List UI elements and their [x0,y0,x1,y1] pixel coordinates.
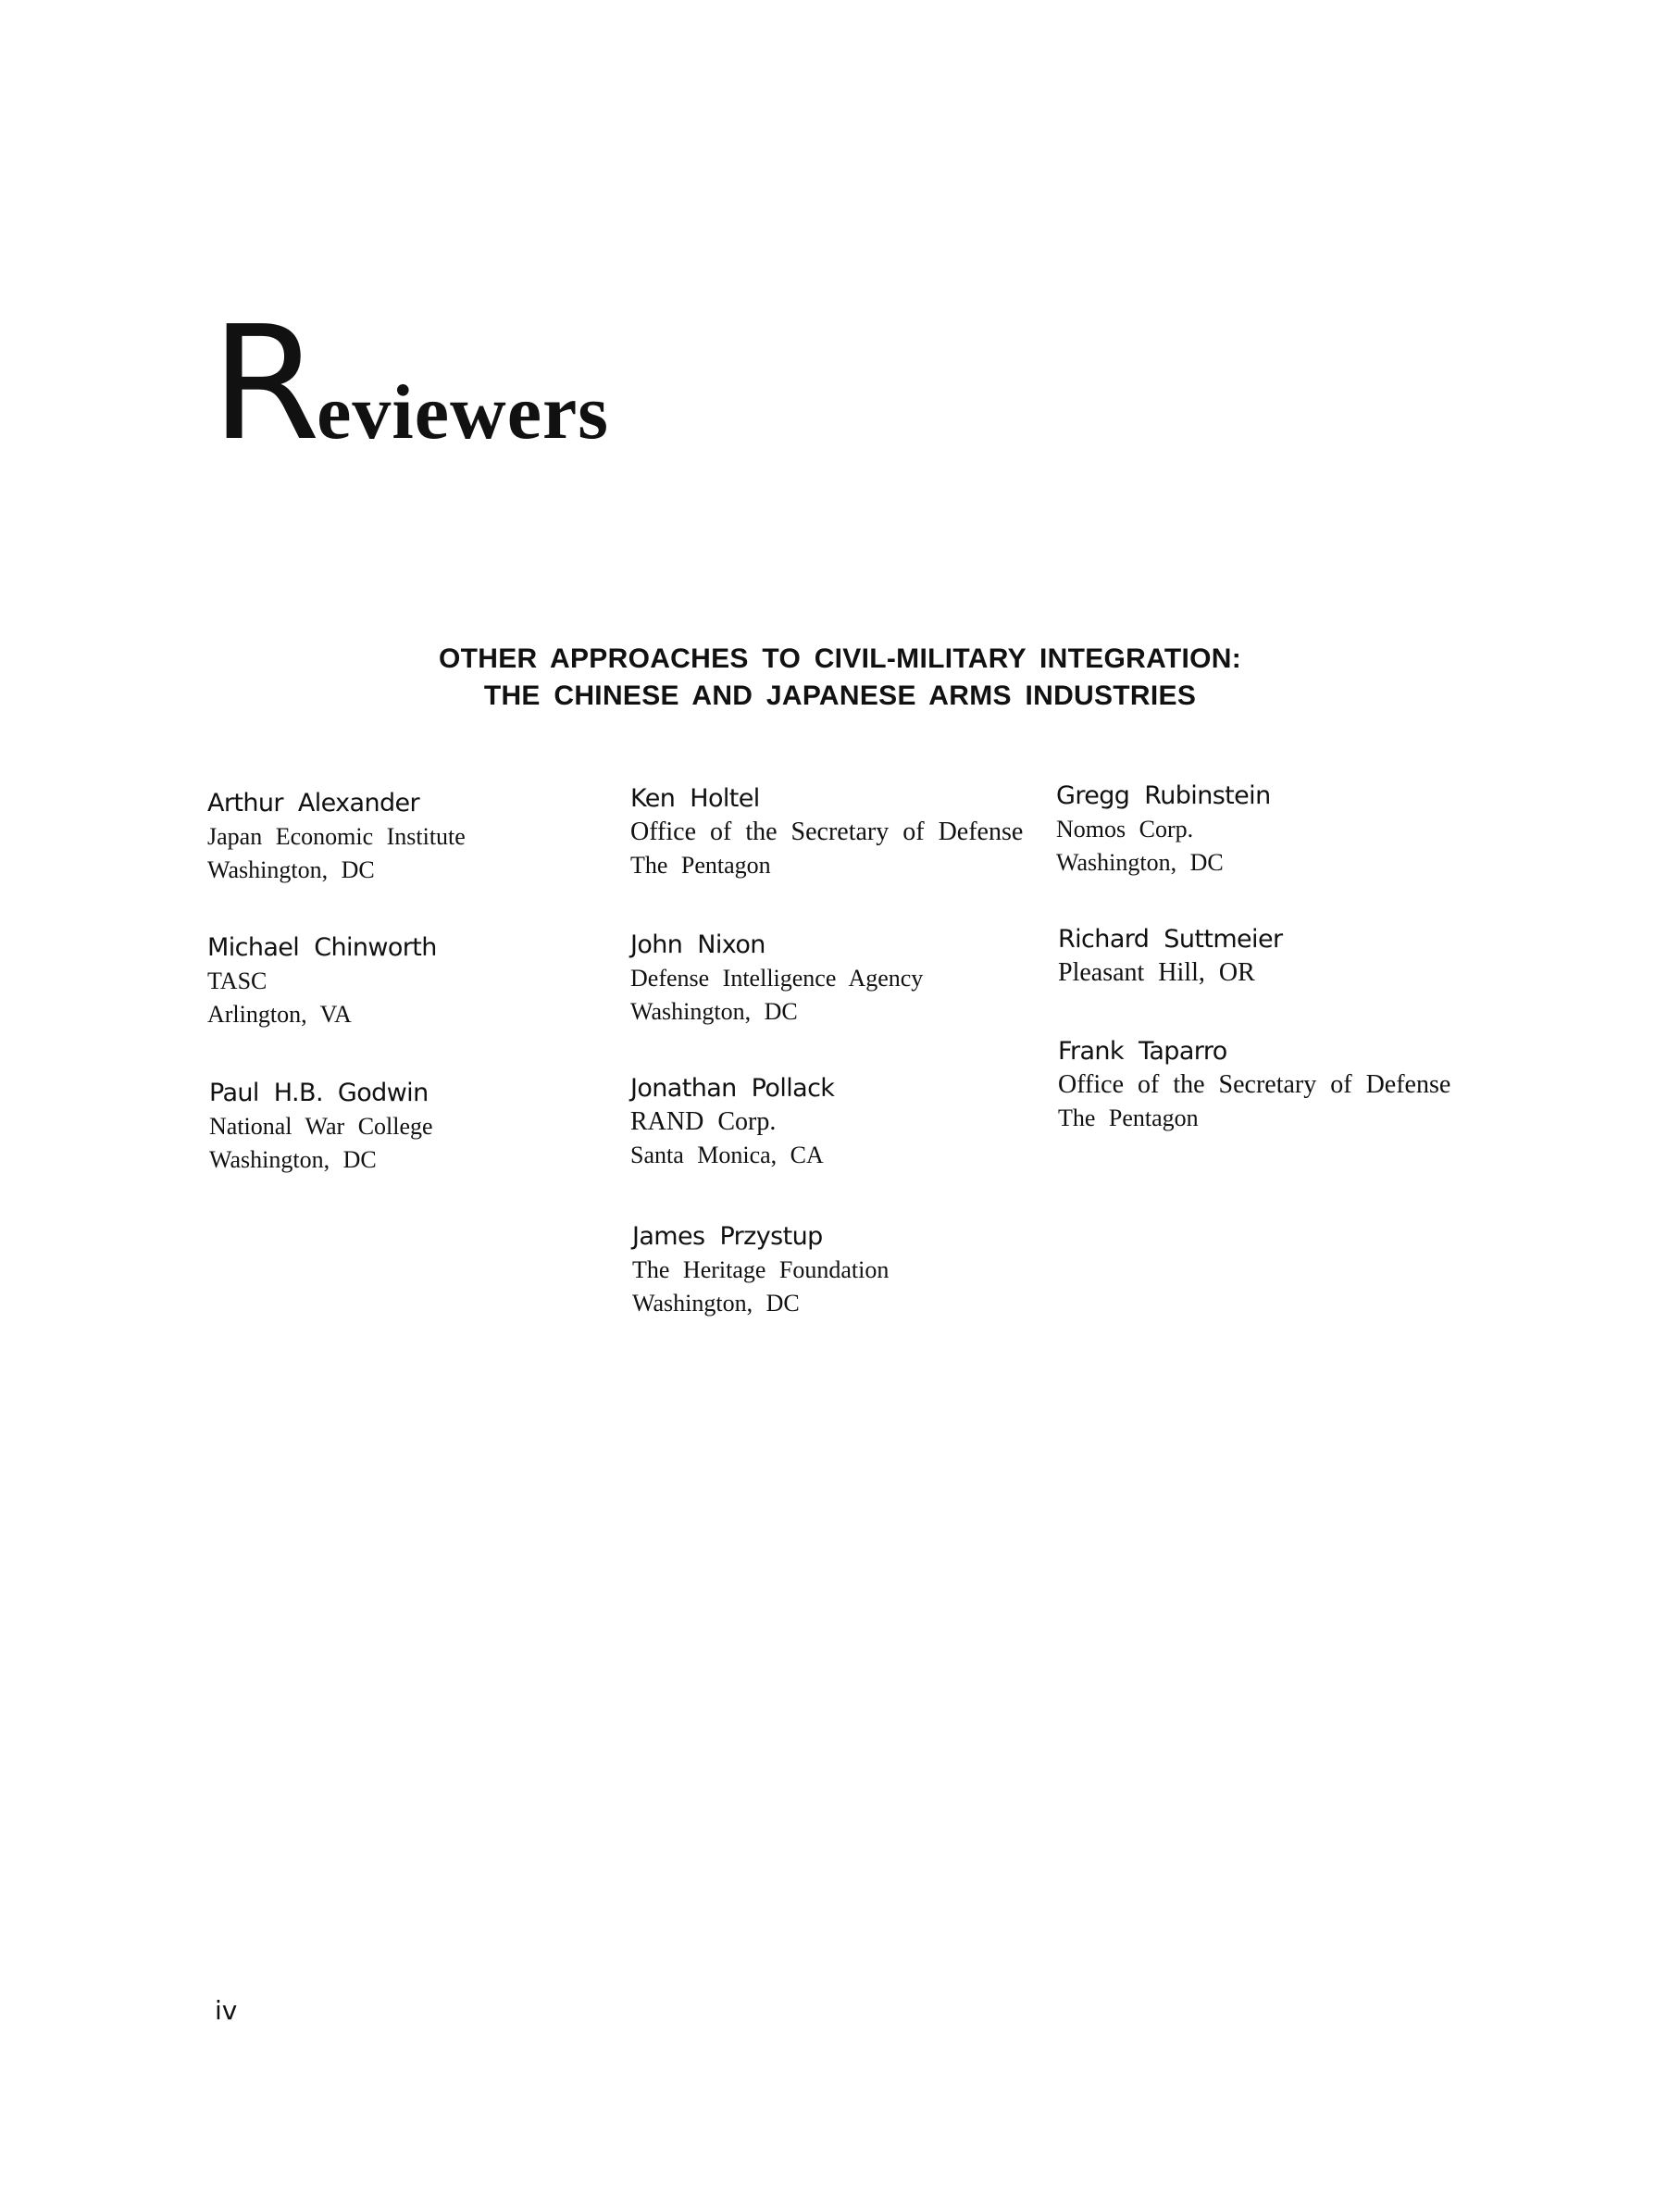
reviewer-name: Richard Suttmeier [1058,925,1283,954]
reviewer-name: John Nixon [630,930,765,959]
report-title [0,641,1680,715]
reviewer-name: Frank Taparro [1058,1037,1227,1066]
page-title-initial: R [211,293,317,476]
reviewer-location: The Pentagon [630,852,771,879]
reviewer-affiliation: Office of the Secretary of Defense [1058,1070,1451,1099]
reviewer-entry [630,782,1023,882]
reviewer-entry [207,787,466,887]
reviewer-affiliation: Japan Economic Institute [207,823,466,850]
reviewer-affiliation: RAND Corp. [630,1107,777,1136]
reviewer-affiliation: Nomos Corp. [1056,816,1194,843]
reviewer-entry [1056,780,1271,880]
reviewer-location: The Pentagon [1058,1105,1199,1131]
reviewer-name: Jonathan Pollack [630,1074,835,1103]
reviewer-affiliation: Defense Intelligence Agency [630,965,924,992]
reviewer-name: Ken Holtel [630,784,760,813]
reviewer-location: Washington, DC [632,1290,800,1317]
page-title [211,293,609,476]
reviewer-name: Michael Chinworth [207,933,437,962]
reviewer-entry [632,1220,889,1320]
reviewer-entry [630,1072,834,1172]
page-title-rest: eviewers [317,369,609,456]
reviewer-location: Arlington, VA [207,1001,352,1028]
reviewer-location: Washington, DC [1056,849,1224,876]
reviewer-affiliation: Office of the Secretary of Defense [630,818,1024,846]
reviewer-affiliation: TASC [207,967,268,994]
reviewer-location: Washington, DC [207,856,375,883]
reviewer-entry [1058,923,1282,990]
reviewer-entry [1058,1035,1450,1135]
reviewer-location: Pleasant Hill, OR [1058,958,1255,987]
reviewer-location: Washington, DC [630,998,798,1025]
reviewer-entry [207,931,437,1031]
reviewer-name: James Przystup [632,1222,823,1251]
reviewer-entry [630,929,923,1029]
page-number: iv [215,1995,238,2026]
reviewer-affiliation: The Heritage Foundation [632,1256,890,1283]
reviewer-name: Gregg Rubinstein [1056,781,1271,810]
report-title-line-2: THE CHINESE AND JAPANESE ARMS INDUSTRIES [483,680,1197,711]
reviewer-entry [209,1077,433,1177]
reviewer-location: Santa Monica, CA [630,1142,824,1168]
reviewer-name: Paul H.B. Godwin [209,1079,429,1107]
report-title-line-1: OTHER APPROACHES TO CIVIL-MILITARY INTEGRATION: [439,643,1241,674]
reviewer-affiliation: National War College [209,1113,433,1140]
reviewer-location: Washington, DC [209,1146,377,1173]
reviewer-name: Arthur Alexander [207,789,420,818]
